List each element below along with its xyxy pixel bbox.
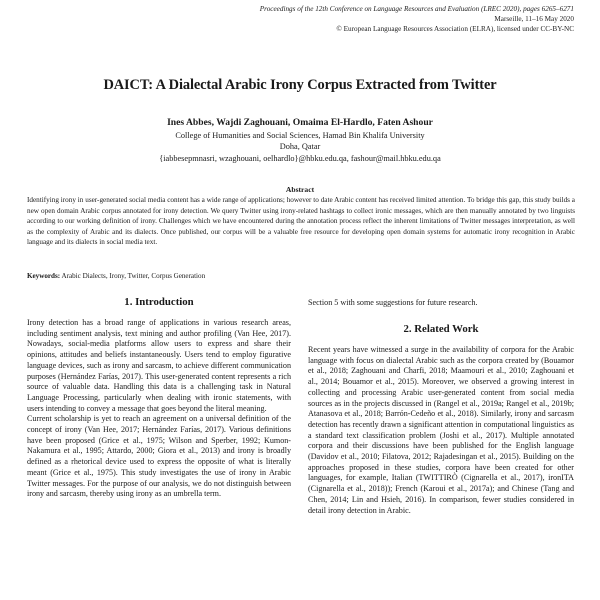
location-line: Marseille, 11–16 May 2020 <box>494 15 574 23</box>
intro-paragraph-1: Irony detection has a broad range of applications in various research areas, including sentiment analysis, text mining and author profiling (Van Hee, 2017). Nowadays, social-media platforms allow users to express and share their opinions, attitudes and beliefs instantaneously. Users tend to employ figurative language devices, such as irony and sarcasm, to achieve different communication purposes (Hernández Farías, 2017). This user-generated content represents a rich source of valuable data. Handling this data is a challenging task in Natural Language Processing, particularly when dealing with ironic statements, with users intending to convey a message that goes beyond the literal meaning. <box>27 318 291 413</box>
left-column <box>27 318 291 500</box>
affiliation-college: College of Humanities and Social Sciences, Hamad Bin Khalifa University <box>175 131 425 140</box>
section-heading-related-work: 2. Related Work <box>403 323 479 335</box>
affiliation-city: Doha, Qatar <box>279 142 321 152</box>
affiliation-block <box>0 130 600 164</box>
keywords-line <box>27 272 205 280</box>
proceedings-header <box>214 4 574 34</box>
intro-paragraph-2: Current scholarship is yet to reach an agreement on a universal definition of the concept of irony (Van Hee, 2017; Hernández Farías, 2017). Various definitions have been proposed (Grice et al., 1975; Wilson and Sperber, 1992; Kumon-Nakamura et al., 1995; Attardo, 2000; Giora et al., 2013) and irony is broadly defined as a rhetorical device used to express the opposite of what is literally meant (Grice et al., 1975). This study investigates the use of irony in Arabic Twitter messages. For the purpose of our analysis, we do not distinguish between irony and sarcasm, thereby using irony as an umbrella term. <box>27 414 291 499</box>
affiliation-emails: {iabbesepmnasri, wzaghouani, oelhardlo}@hbku.edu.qa, fashour@mail.hbku.edu.qa <box>159 153 441 163</box>
license-line: © European Language Resources Association (ELRA), licensed under CC-BY-NC <box>336 25 574 33</box>
right-column-continuation: Section 5 with some suggestions for future research. <box>308 298 478 307</box>
section-heading-introduction: 1. Introduction <box>124 296 194 308</box>
right-column <box>308 345 574 516</box>
abstract-text: Identifying irony in user-generated social media content has a wide range of applications; however to date Arabic content has received limited attention. To bridge this gap, this study builds a new open domain Arabic corpus annotated for irony detection. We query Twitter using irony-related hashtags to collect ironic messages, which are then manually annotated by two linguists according to our working definition of irony. Challenges which we have encountered during the annotation process reflect the inherent limitations of Twitter messages interpretation, as well as the complexity of Arabic and its dialects. Once published, our corpus will be a valuable free resource for developing open domain systems for automatic irony recognition in Arabic language and its dialects in social media text. <box>27 196 575 247</box>
paper-title: DAICT: A Dialectal Arabic Irony Corpus Extracted from Twitter <box>103 77 497 93</box>
keywords-text: Arabic Dialects, Irony, Twitter, Corpus Generation <box>61 272 206 280</box>
abstract-heading: Abstract <box>285 185 315 194</box>
keywords-label: Keywords: <box>27 272 61 280</box>
author-list: Ines Abbes, Wajdi Zaghouani, Omaima El-Hardlo, Faten Ashour <box>167 117 433 128</box>
related-work-paragraph: Recent years have witnessed a surge in the availability of corpora for the Arabic language with focus on dialectal Arabic such as the corpora created by (Bouamor et al., 2018; Zaghouani and Charfi, 2018; Maamouri et al., 2010; Zaghouani et al., 2014; Bouamor et al., 2015). Moreover, we observed a growing interest in collecting and processing Arabic user-generated content from social media sources as in the projects discussed in (Rangel et al., 2019a; Rangel et al., 2019b; Atanasova et al., 2018; Barrón-Cedeño et al., 2018). Similarly, irony and sarcasm detection has recently drawn a significant attention in computational linguistics as a standard text classification problem (Joshi et al., 2017). Multiple annotated corpora and their discussions have been published for the English language (Davidov et al., 2010; Filatova, 2012; Rajadesingan et al., 2015). Building on the approaches proposed in these studies, corpora have been created for other languages, for example, Italian (TWITTIRÒ (Cignarella et al., 2017), ironITA (Cignarella et al., 2018)); French (Karoui et al., 2017a); and Chinese (Tang and Chen, 2014; Lin and Hsieh, 2016). In comparison, fewer studies considered in detail irony detection in Arabic. <box>308 345 574 515</box>
proceedings-line: Proceedings of the 12th Conference on Language Resources and Evaluation (LREC 2020), pages 6265–6271 <box>259 5 574 13</box>
